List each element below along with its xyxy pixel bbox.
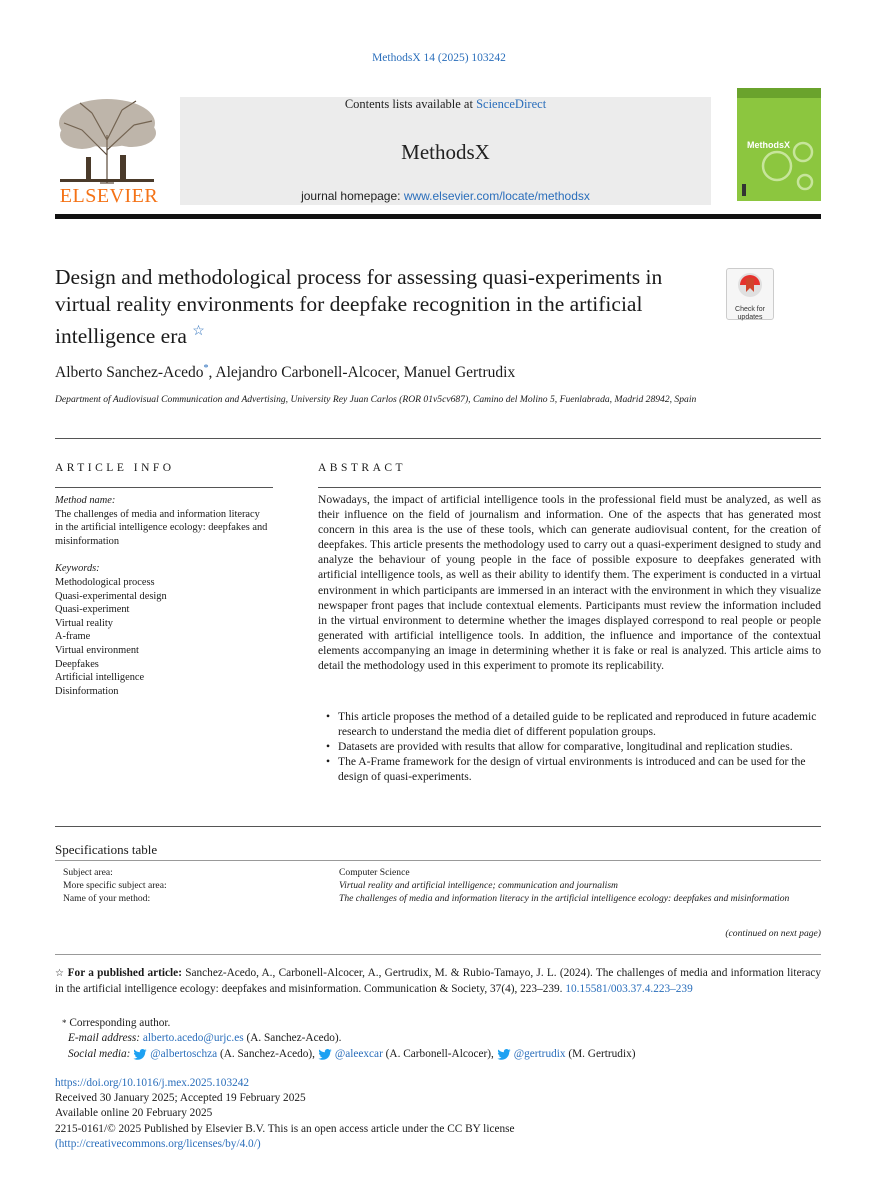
header-divider	[55, 214, 821, 219]
highlights-list	[318, 709, 821, 784]
author-list	[55, 363, 515, 382]
spec-key: More specific subject area:	[63, 880, 167, 892]
corresponding-mark: *	[62, 1018, 67, 1028]
crossmark-label: Check for updates	[735, 306, 765, 321]
specs-header-divider	[55, 860, 821, 861]
journal-cover-thumbnail[interactable]	[737, 88, 821, 201]
publication-info	[55, 1076, 821, 1152]
cover-title: MethodsX	[747, 140, 791, 150]
continued-note: (continued on next page)	[725, 928, 821, 939]
check-for-updates-badge[interactable]	[726, 268, 774, 320]
method-name-value: The challenges of media and information literacy in the artificial intelligence ecology: deepfakes and misinformation	[55, 508, 268, 547]
author-2[interactable]: Alejandro Carbonell-Alcocer	[215, 364, 396, 382]
published-citation: Sanchez-Acedo, A., Carbonell-Alcocer, A., Gertrudix, M. & Rubio-Tamayo, J. L. (2024). The challenges of media and information literacy in the artificial intelligence ecology: deepfakes and misinformation. Communication & Society, 37(4), 223–239.	[55, 967, 822, 995]
author-3[interactable]: Manuel Gertrudix	[403, 364, 516, 382]
article-info-heading: ARTICLE INFO	[55, 462, 175, 474]
article-title-text: Design and methodological process for assessing quasi-experiments in virtual reality environments for deepfake recognition in the artificial intelligence era	[55, 265, 663, 349]
license-statement: 2215-0161/© 2025 Published by Elsevier B.V. This is an open access article under the CC BY license	[55, 1122, 515, 1135]
highlight-item: • The A-Frame framework for the design of virtual environments is introduced and can be used for the design of quasi-experiments.	[318, 754, 821, 784]
journal-title: MethodsX	[401, 140, 490, 164]
spec-value: The challenges of media and information literacy in the artificial intelligence ecology: deepfakes and misinformation	[339, 893, 790, 905]
keywords-label: Keywords:	[55, 563, 100, 575]
table-row	[63, 879, 823, 892]
title-footnote-mark[interactable]: ☆	[192, 324, 205, 339]
email-link[interactable]: alberto.acedo@urjc.es	[142, 1032, 244, 1045]
social-media-label: Social media:	[68, 1047, 131, 1060]
footnote-divider	[55, 954, 821, 955]
twitter-handle-link[interactable]: @albertoschza	[150, 1047, 218, 1060]
twitter-handle-link[interactable]: @aleexcar	[334, 1047, 383, 1060]
keyword: Methodological process	[55, 576, 155, 588]
social-owner: (A. Sanchez-Acedo),	[217, 1047, 318, 1060]
specifications-title: Specifications table	[55, 842, 158, 857]
published-doi-link[interactable]: 10.15581/003.37.4.223–239	[565, 982, 693, 995]
received-dates: Received 30 January 2025; Accepted 19 February 2025	[55, 1092, 306, 1105]
method-name-label: Method name:	[55, 495, 116, 506]
twitter-bird-icon	[497, 1049, 511, 1060]
keyword: Deepfakes	[55, 658, 99, 670]
twitter-bird-icon	[318, 1049, 332, 1060]
available-online: Available online 20 February 2025	[55, 1107, 213, 1120]
keyword: Quasi-experimental design	[55, 590, 167, 602]
keyword: Virtual reality	[55, 617, 113, 629]
email-owner: (A. Sanchez-Acedo).	[243, 1032, 342, 1045]
keyword: Quasi-experiment	[55, 604, 130, 616]
license-url[interactable]: (http://creativecommons.org/licenses/by/4.0/)	[55, 1137, 261, 1150]
contents-line	[180, 97, 711, 112]
table-row	[63, 892, 823, 905]
social-owner: (A. Carbonell-Alcocer),	[382, 1047, 497, 1060]
affiliation-divider	[55, 438, 821, 439]
homepage-line	[180, 189, 711, 203]
journal-reference[interactable]: MethodsX 14 (2025) 103242	[372, 52, 506, 64]
keyword: A-frame	[55, 631, 91, 643]
article-title	[55, 264, 705, 350]
published-label: For a published article:	[67, 967, 182, 979]
abstract-divider	[318, 487, 821, 488]
corresponding-author-block	[62, 1016, 822, 1062]
table-row	[63, 866, 823, 879]
affiliation: Department of Audiovisual Communication and Advertising, University Rey Juan Carlos (ROR 01v5cv687), Camino del Molino 5, Fuenlabrada, Madrid 28942, Spain	[55, 394, 697, 405]
crossmark-icon	[727, 269, 773, 301]
email-label: E-mail address:	[68, 1032, 141, 1045]
publisher-name: ELSEVIER	[59, 185, 159, 207]
keyword: Disinformation	[55, 685, 119, 697]
keyword: Artificial intelligence	[55, 672, 145, 684]
article-info-panel	[55, 494, 270, 698]
spec-value: Computer Science	[339, 867, 410, 878]
keyword: Virtual environment	[55, 644, 139, 656]
corresponding-label: Corresponding author.	[69, 1017, 171, 1029]
social-owner: (M. Gertrudix)	[565, 1047, 636, 1060]
published-article-footnote	[55, 966, 821, 997]
twitter-handle-link[interactable]: @gertrudix	[513, 1047, 566, 1060]
highlight-item: • This article proposes the method of a detailed guide to be replicated and reproduced in future academic research to understand the media diet of different population groups.	[318, 709, 821, 739]
contents-prefix: Contents lists available at	[344, 97, 477, 111]
spec-key: Subject area:	[63, 867, 113, 878]
article-doi-link[interactable]: https://doi.org/10.1016/j.mex.2025.103242	[55, 1077, 250, 1089]
author-1-corresponding-mark[interactable]: *	[203, 363, 209, 374]
author-separator: ,	[395, 364, 404, 382]
sciencedirect-link[interactable]: ScienceDirect	[476, 97, 547, 111]
author-1[interactable]: Alberto Sanchez-Acedo	[55, 364, 204, 382]
homepage-prefix: journal homepage:	[301, 189, 404, 203]
highlight-item: • Datasets are provided with results that allow for comparative, longitudinal and replication studies.	[318, 739, 821, 754]
footnote-mark: ☆	[55, 968, 65, 979]
homepage-link[interactable]: www.elsevier.com/locate/methodsx	[403, 189, 590, 203]
twitter-bird-icon	[133, 1049, 147, 1060]
abstract-heading: ABSTRACT	[318, 462, 407, 474]
specifications-table	[63, 866, 823, 906]
abstract-text: Nowadays, the impact of artificial intelligence tools in the professional field must be analyzed, as well as their influence on the field of journalism and information. One of the aspects that has generated most concern in this area is the use of these tools, which can generate audiovisual content, for the creation of deepfakes. This article presents the methodology used to carry out a quasi-experiment designed to study and analyze the behaviour of young people in the face of possible exposure to deepfakes generated with artificial intelligence tools, as well as their ability to identify them. The experiment is conducted in a virtual environment in which participants are immersed in an interact with the environment in which they visualize newspaper front pages that include contextual elements. Participants must review the information included in the virtual environment to determine whether the images displayed correspond to real people or people generated with artificial intelligence tools. In addition, the influence and importance of the contextual elements accompanying an image in determining whether it is fake or real is analyzed. This article aims to detail the methodology used in this experiment to promote its replicability.	[318, 493, 821, 673]
specs-top-divider	[55, 826, 821, 827]
spec-key: Name of your method:	[63, 893, 151, 905]
article-info-divider	[55, 487, 273, 488]
author-separator: ,	[208, 364, 216, 382]
spec-value: Virtual reality and artificial intelligence; communication and journalism	[339, 880, 618, 892]
